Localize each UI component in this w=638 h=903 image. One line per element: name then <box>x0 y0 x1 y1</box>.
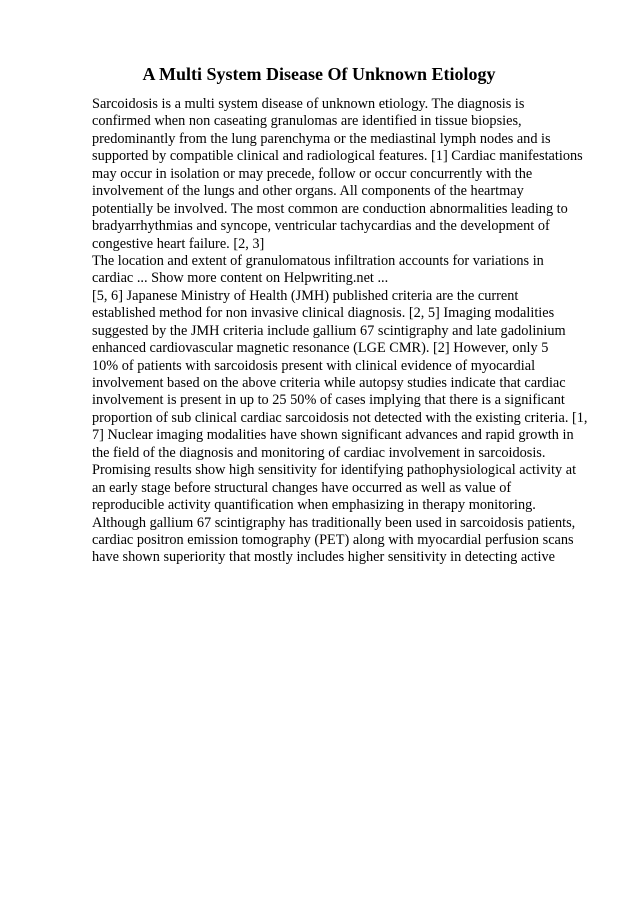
body-line: the field of the diagnosis and monitoring of cardiac involvement in sarcoidosis. <box>92 444 546 461</box>
body-line: 7] Nuclear imaging modalities have shown significant advances and rapid growth in <box>92 427 574 444</box>
body-line: enhanced cardiovascular magnetic resonance (LGE CMR). [2] However, only 5 <box>92 340 549 357</box>
body-line: an early stage before structural changes have occurred as well as value of <box>92 479 512 496</box>
body-line: [5, 6] Japanese Ministry of Health (JMH) published criteria are the current <box>92 287 519 304</box>
body-line: have shown superiority that mostly includes higher sensitivity in detecting active <box>92 549 555 566</box>
body-line: cardiac ... Show more content on Helpwriting.net ... <box>92 270 389 287</box>
body-line: supported by compatible clinical and radiological features. [1] Cardiac manifestations <box>92 148 583 165</box>
body-line: 10% of patients with sarcoidosis present with clinical evidence of myocardial <box>92 357 536 374</box>
body-line: predominantly from the lung parenchyma or the mediastinal lymph nodes and is <box>92 130 551 147</box>
body-line: congestive heart failure. [2, 3] <box>92 235 265 252</box>
body-line: involvement is present in up to 25 50% of cases implying that there is a significant <box>92 392 565 409</box>
body-line: cardiac positron emission tomography (PET) along with myocardial perfusion scans <box>92 531 574 548</box>
body-line: established method for non invasive clinical diagnosis. [2, 5] Imaging modalities <box>92 305 555 322</box>
document-body <box>92 96 612 567</box>
body-line: may occur in isolation or may precede, follow or occur concurrently with the <box>92 165 533 182</box>
body-line: confirmed when non caseating granulomas are identified in tissue biopsies, <box>92 113 522 130</box>
body-line: proportion of sub clinical cardiac sarcoidosis not detected with the existing criteria. [1, <box>92 409 588 426</box>
body-line: Promising results show high sensitivity for identifying pathophysiological activity at <box>92 462 577 479</box>
body-line: bradyarrhythmias and syncope, ventricular tachycardias and the development of <box>92 218 550 235</box>
body-line: Sarcoidosis is a multi system disease of unknown etiology. The diagnosis is <box>92 96 525 112</box>
body-line: involvement of the lungs and other organs. All components of the heartmay <box>92 183 524 200</box>
body-line: reproducible activity quantification when emphasizing in therapy monitoring. <box>92 497 536 514</box>
body-line: involvement based on the above criteria while autopsy studies indicate that cardiac <box>92 375 566 391</box>
body-line: suggested by the JMH criteria include gallium 67 scintigraphy and late gadolinium <box>92 322 566 339</box>
body-line: The location and extent of granulomatous infiltration accounts for variations in <box>92 252 544 269</box>
body-line: potentially be involved. The most common are conduction abnormalities leading to <box>92 200 568 217</box>
body-line: Although gallium 67 scintigraphy has traditionally been used in sarcoidosis patients, <box>92 514 576 531</box>
document-title: A Multi System Disease Of Unknown Etiology <box>142 64 496 84</box>
